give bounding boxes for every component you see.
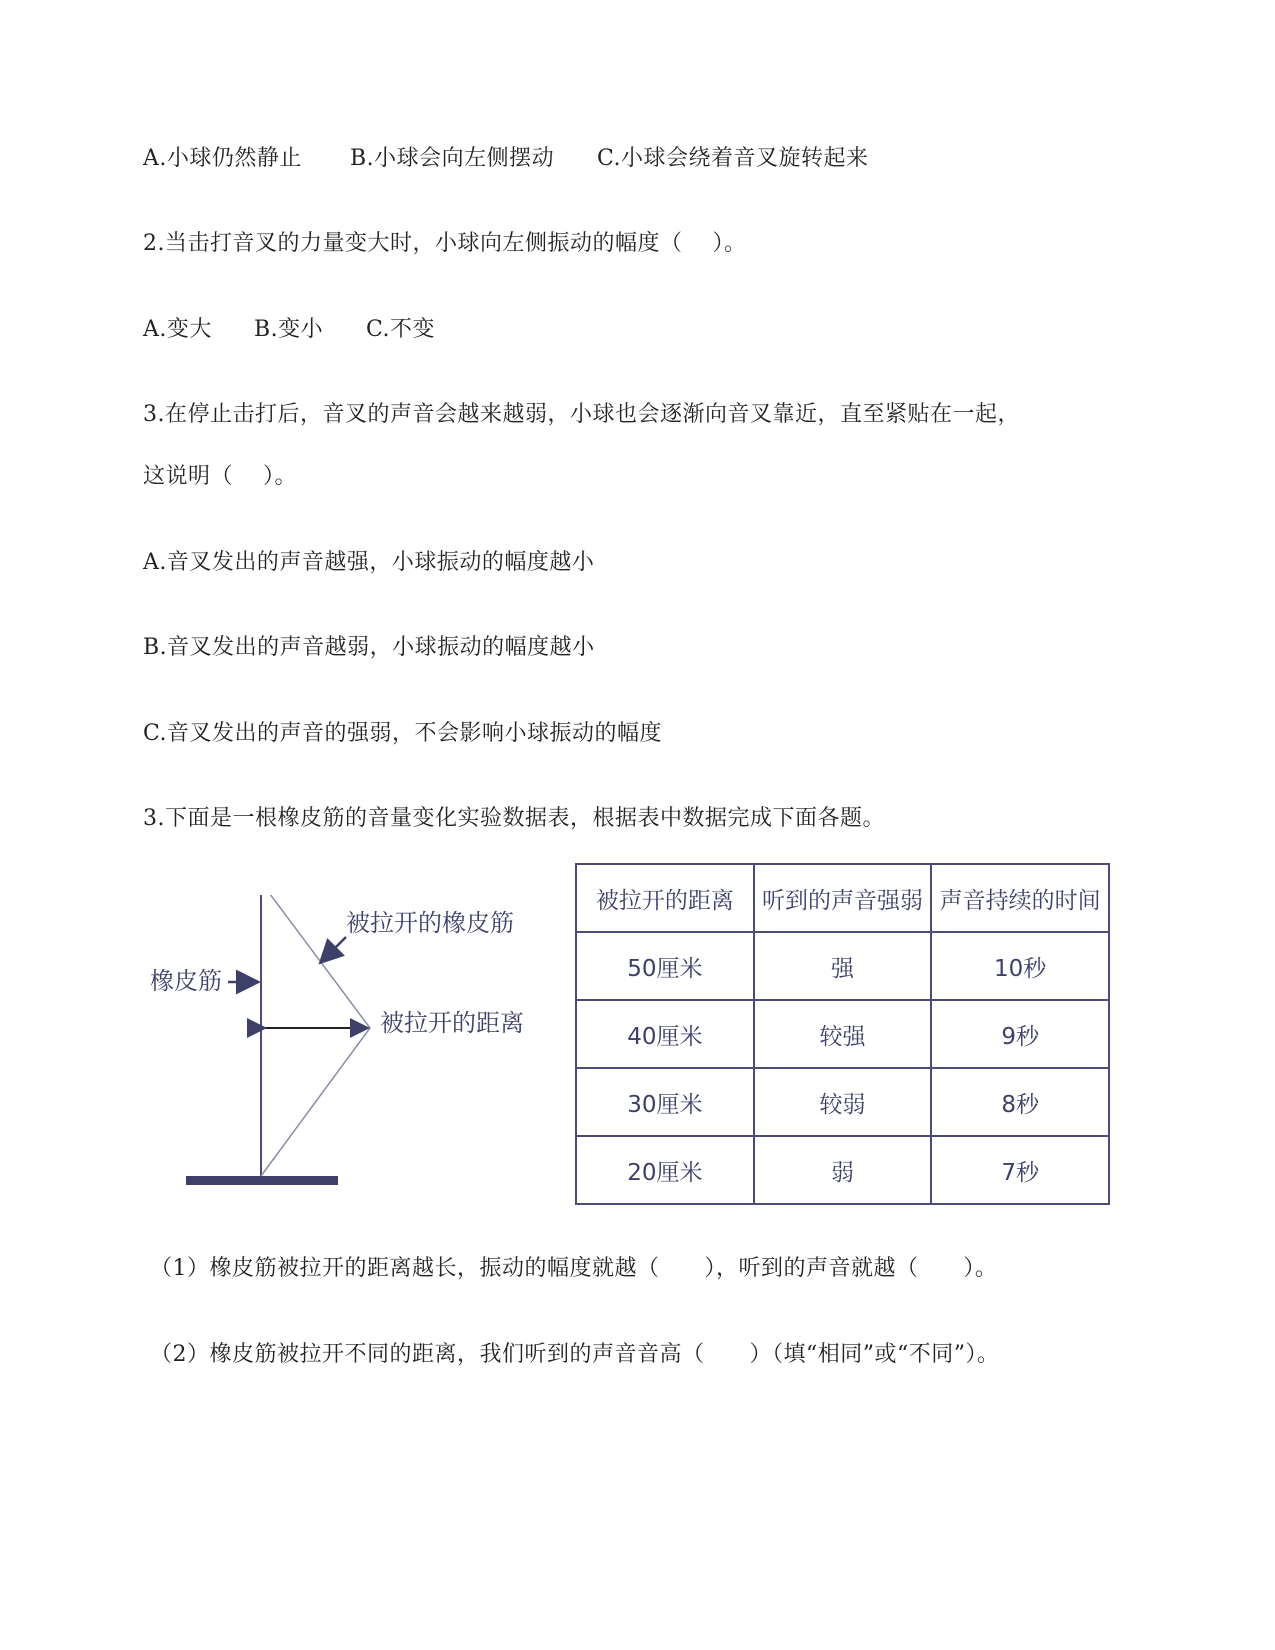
cell-loudness: 较强: [754, 1000, 932, 1068]
cell-distance: 50厘米: [576, 932, 754, 1000]
table-row: [576, 932, 1109, 1000]
table-header-row: [576, 864, 1109, 932]
cell-duration: 7秒: [931, 1136, 1109, 1204]
q3-option-b: B.音叉发出的声音越弱，小球振动的幅度越小: [143, 635, 595, 660]
q2-stem: 2.当击打音叉的力量变大时，小球向左侧振动的幅度（ ）。: [143, 231, 747, 256]
table-row: [576, 1000, 1109, 1068]
table-row: [576, 1136, 1109, 1204]
q2-option-a: A.变大: [143, 317, 212, 342]
cell-distance: 30厘米: [576, 1068, 754, 1136]
q3-option-c: C.音叉发出的声音的强弱，不会影响小球振动的幅度: [143, 721, 663, 746]
q2-option-b: B.变小: [254, 317, 324, 342]
stretched-label-arrow: [322, 937, 346, 961]
header-distance: 被拉开的距离: [576, 864, 754, 932]
q3-stem-line2: 这说明（ ）。: [143, 464, 297, 489]
rubber-band-diagram: [150, 895, 570, 1265]
q4-stem: 3.下面是一根橡皮筋的音量变化实验数据表，根据表中数据完成下面各题。: [143, 806, 885, 831]
cell-duration: 8秒: [931, 1068, 1109, 1136]
cell-loudness: 强: [754, 932, 932, 1000]
label-stretched-band: 被拉开的橡皮筋: [346, 909, 514, 937]
cell-duration: 9秒: [931, 1000, 1109, 1068]
q4-sub1: （1）橡皮筋被拉开的距离越长，振动的幅度就越（ ），听到的声音就越（ ）。: [150, 1256, 998, 1281]
label-band: 橡皮筋: [150, 967, 222, 995]
cell-loudness: 弱: [754, 1136, 932, 1204]
table-row: [576, 1068, 1109, 1136]
cell-loudness: 较弱: [754, 1068, 932, 1136]
q3-stem-line1: 3.在停止击打后，音叉的声音会越来越弱，小球也会逐渐向音叉靠近，直至紧贴在一起，: [143, 402, 1020, 427]
header-loudness: 听到的声音强弱: [754, 864, 932, 932]
q2-option-c: C.不变: [366, 317, 436, 342]
q1-option-a: A.小球仍然静止: [143, 146, 302, 171]
cell-distance: 40厘米: [576, 1000, 754, 1068]
experiment-data-table: [575, 863, 1110, 1205]
cell-duration: 10秒: [931, 932, 1109, 1000]
bottom-bar: [186, 1176, 338, 1185]
q4-sub2: （2）橡皮筋被拉开不同的距离，我们听到的声音音高（ ）（填“相同”或“不同”）。: [150, 1342, 1000, 1367]
q1-option-b: B.小球会向左侧摆动: [350, 146, 555, 171]
stretched-band: [261, 895, 370, 1176]
q3-option-a: A.音叉发出的声音越强，小球振动的幅度越小: [143, 550, 595, 575]
rubber-band-figure: [150, 887, 1110, 1265]
cell-distance: 20厘米: [576, 1136, 754, 1204]
label-distance: 被拉开的距离: [380, 1009, 524, 1037]
q1-option-c: C.小球会绕着音叉旋转起来: [597, 146, 869, 171]
header-duration: 声音持续的时间: [931, 864, 1109, 932]
